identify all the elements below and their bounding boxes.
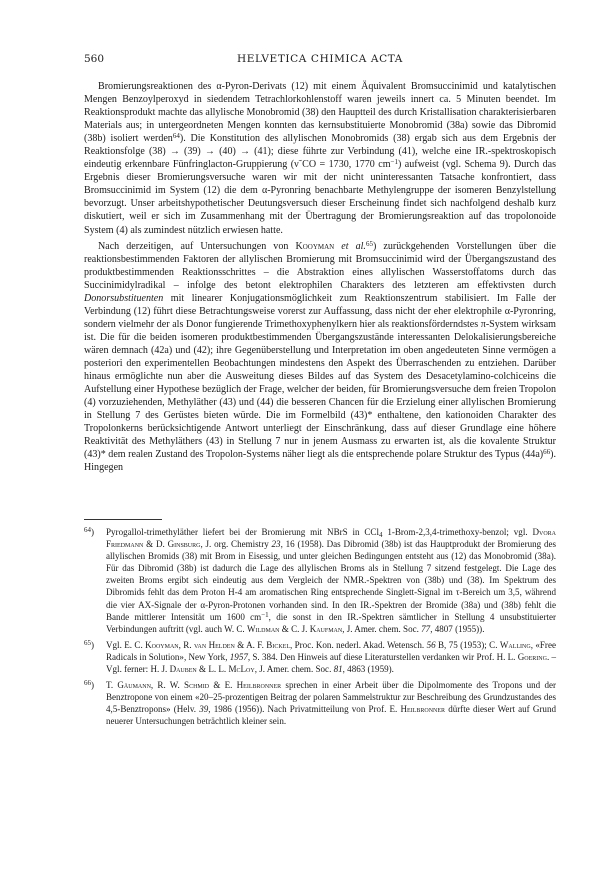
footnote-label: $^{65}$) bbox=[84, 638, 95, 650]
volume-number: 39 bbox=[199, 704, 209, 715]
author-name: Bickel bbox=[266, 639, 290, 650]
running-header bbox=[84, 52, 556, 66]
author-name: D. Ginsburg bbox=[156, 539, 201, 550]
author-name: Dvora Friedmann bbox=[106, 527, 556, 550]
italic-text: Donorsubstituenten bbox=[84, 292, 164, 304]
footnote-label: $^{66}$) bbox=[84, 679, 95, 691]
footnote-label: $^{64}$) bbox=[84, 526, 95, 537]
author-name: Dauben bbox=[169, 664, 197, 675]
text-run: mit linearer Konjugationsmöglichkeit zum Reaktionszentrum stabilisiert. Im Falle der Verbindung (12) führt diese Betrachtungsweise vorerst zur Auffassung, dass nicht der eher elektrophile α-Pyronring, sondern vielmehr der als Donor fungierende Trimethoxyphenylkern hier als reaktionsförderndstes π-System wirksam ist. Die für die beiden isomeren produktbestimmenden Übergangszustände interessanten Delokalisierungsbereiche wären demnach (42a) und (42); ihre Gegenüberstellung und Interpretation im oben angedeuteten Sinne vermögen a posteriori den experimentellen Beobachtungen mindestens den Aspekt des Überraschenden zu entziehen. Darüber hinaus ermöglichte nun aber die Ausweitung dieses Bildes auf das System des Desacetylamino-colchiceins die Aufstellung einer Hypothese bezüglich der Frage, welcher der beiden, für Bromierungsversuche dem freien Tropolon (4) vorzuziehenden, Methyläther (43) und (44) die besseren Chancen für die Erzielung einer allylischen Bromierung in Stellung 7 des Gerüstes bieten würde. Die im Formelbild (43)* enthaltene, den kationoiden Charakter des Tropolonkerns berücksichtigende Antwort unterliegt der Einschränkung, dass auf dieser Grundlage eine höhere Reaktivität des Methyläthers (43) in Stellung 7 nur in jenem Ausmass zu erwarten ist, als die kovalente Struktur (43)* dem realen Zustand des Tropolon-Systems näher liegt als die entsprechende polare Struktur des Typus (44a) bbox=[84, 292, 556, 461]
footnote-ref-65[interactable]: 65 bbox=[365, 239, 373, 248]
author-name: Walling bbox=[499, 639, 531, 650]
footnote-divider bbox=[84, 519, 162, 520]
text-run: ). Die Konstitution des allylischen Monobromids (38) ergab sich aus dem Ergebnis der Reaktionsfolge (38) → (39) → (40) → (41); diese führte zur Verbindung (41), welche eine IR.-spektroskopisch eindeutig erkennbare Fünfringlacton-Gruppierung (ν̃ CO = 1730, 1770 cm bbox=[84, 133, 556, 171]
author-name: Schmid bbox=[184, 680, 210, 691]
footnote-65: $^{65}$) Vgl. E. C. Kooyman, R. van Helden & A. F. Bickel, Proc. Kon. nederl. Akad. Wetensch. 56 B, 75 (1953); C. Walling, «Free Radicals in Solution», New York, 1957, S. 384. Den Hinweis auf diese Literaturstellen verdanken wir Prof. H. L. Goering. – Vgl. ferner: H. J. Dauben & L. L. McLoy, J. Amer. chem. Soc. 81, 4863 (1959). bbox=[84, 638, 557, 675]
volume-number: 23 bbox=[271, 539, 281, 550]
author-name: Kooyman bbox=[145, 639, 179, 650]
volume-number: 77 bbox=[421, 623, 431, 634]
author-name: Kaufman bbox=[309, 623, 343, 634]
text-run: Nach derzeitigen, auf Untersuchungen von bbox=[98, 240, 296, 252]
author-name: McLoy bbox=[228, 664, 255, 675]
text-run: ) aufweist (vgl. Schema 9). Durch das Ergebnis dieser Bromierungsversuche waren wir mit der nicht uninteressanten Tatsache konfrontiert, dass Bromsuccinimid im System (12) die dem α-Pyronring benachbarte Methylengruppe der isomeren Benzylstellung bevorzugt. Unser arbeitshypothetischer Deutungsversuch dieser Erscheinung findet sich nachfolgend deshalb kurz diskutiert, weil er sich im Zusammenhang mit der Übertragung der Bromierungsreaktion auf das tropolonoide System (4) als zumindest nützlich erwiesen hatte. bbox=[84, 159, 556, 236]
page-number: 560 bbox=[84, 53, 105, 65]
body-text bbox=[84, 80, 556, 474]
author-name: Goering bbox=[517, 651, 547, 662]
text-run: Bromierungsreaktionen des α-Pyron-Derivats (12) mit einem Äquivalent Bromsuccinimid und katalytischen Mengen Benzoylperoxyd in siedendem Tetrachlorkohlenstoff waren jeweils innert ca. 5 Minuten beendet. Im Reaktionsprodukt machte das allylische Monobromid (38) den Hauptteil des durch Kristallisation charakterisierbaren Materials aus; in untergeordneten Mengen konnten das kernsubstituierte Monobromid (38a) sowie das Dibromid (38b) isoliert werden bbox=[84, 81, 556, 145]
footnote-ref-64[interactable]: 64 bbox=[172, 132, 180, 141]
paragraph-2 bbox=[84, 240, 556, 475]
volume-number: 56 bbox=[426, 639, 436, 650]
volume-number: 81 bbox=[333, 664, 343, 675]
year: 1957 bbox=[229, 651, 248, 662]
footnotes-section bbox=[84, 526, 556, 732]
footnote-ref-66[interactable]: 66 bbox=[543, 448, 551, 457]
author-name: Gäumann bbox=[117, 680, 151, 691]
author-name: Heilbronner bbox=[236, 680, 282, 691]
author-name: van Helden bbox=[193, 639, 235, 650]
text-run: ). Hingegen bbox=[84, 449, 556, 474]
footnote-66: $^{66}$) T. Gäumann, R. W. Schmid & E. Heilbronner sprechen in einer Arbeit über die Dipolmomente des Tropons und der Benztropone von einem «20–25-prozentigen Beitrag der polaren Sammelstruktur zur Beschreibung des Grundzustandes des 4,5-Benztropons» (Helv. 39, 1986 (1956)). Nach Privatmitteilung von Prof. E. Heilbronner dürfte dieser Wert auf Grund neuerer Untersuchungen beträchtlich kleiner sein. bbox=[84, 679, 556, 727]
footnote-64: $^{64}$) Pyrogallol-trimethyläther liefert bei der Bromierung mit NBrS in CCl$_4$ 1-Brom-2,3,4-trimethoxy-benzol; vgl. Dvora Friedmann & D. Ginsburg, J. org. Chemistry 23, 16 (1958). Das Dibromid (38b) ist das Hauptprodukt der Bromierung des allylischen Bromids (38) mit Brom in Eisessig, und unter gleichen Bedingungen entsteht aus (12) das Monobromid (38a). Für das Dibromid (38b) ist dadurch die Lage des allylischen Broms als in Stellung 7 sitzend festgelegt. Die Lage des zweiten Broms ergibt sich eindeutig aus dem Vergleich der NMR.-Spektren von (38b) und (38). Im Spektrum des Dibromids fehlt das dem Proton H-4 am aromatischen Ring entsprechende Singlett-Signal im τ-Bereich um 3,5, während die vier AX-Signale der α-Pyron-Protonen vorhanden sind. In den IR.-Spektren der Bromide (38a) und (38b) fehlt die Bande mittlerer Intensität um 1600 $cm^{-1}$, die sonst in den IR.-Spektren sämtlicher in Stellung 4 unsubstituierter Verbindungen auftritt (vgl. auch W. C. Wildman & C. J. Kaufman, J. Amer. chem. Soc. 77, 4807 (1955)). bbox=[84, 526, 556, 634]
author-name: Wildman bbox=[246, 623, 280, 634]
journal-title: HELVETICA CHIMICA ACTA bbox=[237, 53, 403, 65]
author-name: Kooyman bbox=[295, 240, 335, 252]
paragraph-1 bbox=[84, 80, 556, 237]
text-run: ) zurückgehenden Vorstellungen über die reaktionsbestimmenden Faktoren der allylischen Bromierung mit Bromsuccinimid wird der Übergangszustand des produktbestimmenden Reaktionsschrittes – die Abstraktion eines allylischen Wasserstoffatoms durch das Succinimidylradikal – infolge des betont elektrophilen Charakters des letzteren am effektivsten durch bbox=[84, 240, 556, 291]
author-name: Heilbronner bbox=[400, 704, 446, 715]
superscript: −1 bbox=[390, 158, 398, 167]
italic-text: et al. bbox=[334, 240, 366, 252]
